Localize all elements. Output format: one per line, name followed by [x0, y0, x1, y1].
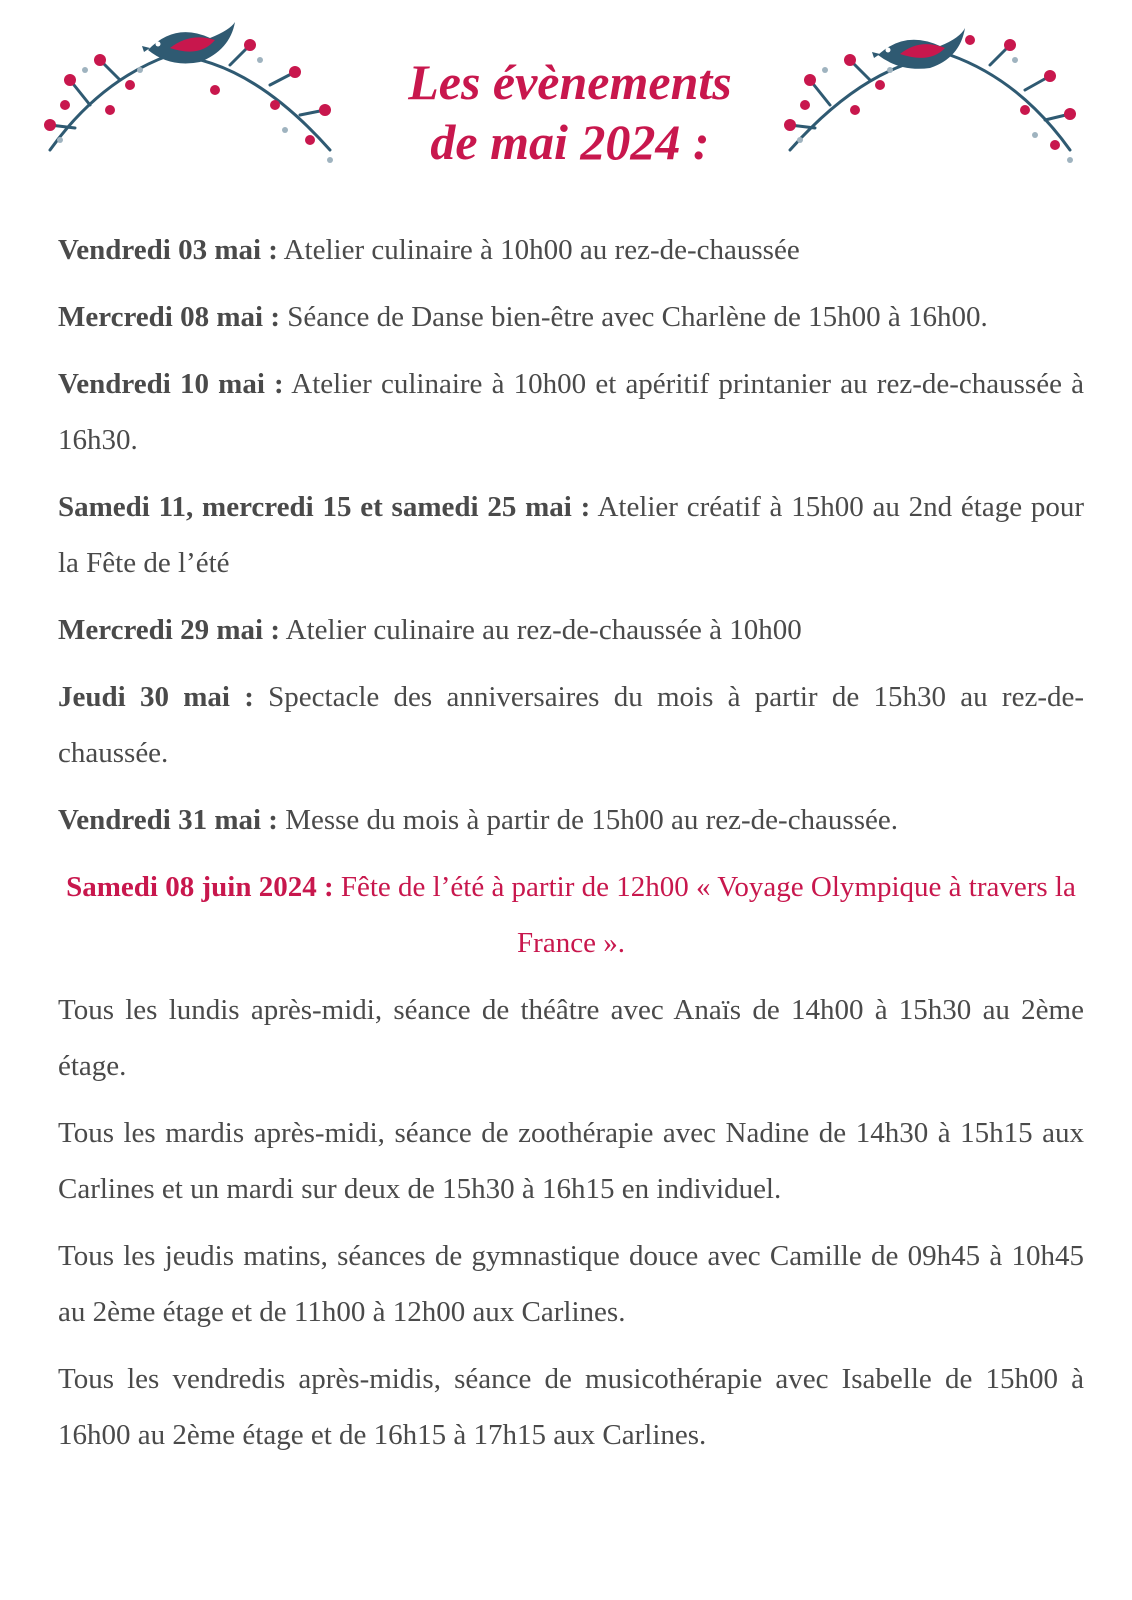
event-item [58, 289, 1084, 345]
event-text: Atelier culinaire à 10h00 au rez-de-chaussée [283, 234, 800, 266]
event-item [58, 602, 1084, 658]
page-title-line-1: Les évènements [408, 54, 732, 110]
event-text: Atelier créatif à 15h00 au 2nd étage pour la Fête de l’été [58, 491, 1084, 579]
event-text: Spectacle des anniversaires du mois à partir de 15h30 au rez-de-chaussée. [58, 681, 1085, 769]
event-item [58, 479, 1084, 591]
event-date: Vendredi 31 mai : [58, 804, 278, 836]
header [0, 0, 1132, 190]
highlight-event [58, 859, 1084, 971]
event-text: Atelier culinaire à 10h00 et apéritif printanier au rez-de-chaussée à 16h30. [58, 368, 1084, 456]
weekly-item: Tous les lundis après-midi, séance de théâtre avec Anaïs de 14h00 à 15h30 au 2ème étage. [58, 994, 1084, 1082]
weekly-item: Tous les jeudis matins, séances de gymnastique douce avec Camille de 09h45 à 10h45 au 2ème étage et de 11h00 à 12h00 aux Carlines. [58, 1240, 1084, 1328]
event-date: Samedi 11, mercredi 15 et samedi 25 mai : [58, 491, 591, 523]
event-item [58, 222, 1084, 278]
folk-bird-branch-icon [770, 10, 1090, 175]
page-title-line-2: de mai 2024 : [430, 114, 710, 170]
event-text: Atelier culinaire au rez-de-chaussée à 10h00 [285, 614, 802, 646]
event-date: Vendredi 03 mai : [58, 234, 278, 266]
event-date: Mercredi 29 mai : [58, 614, 280, 646]
page-title [360, 52, 780, 172]
events-content [58, 222, 1084, 1474]
highlight-text: Fête de l’été à partir de 12h00 « Voyage Olympique à travers la France ». [340, 871, 1076, 959]
event-text: Messe du mois à partir de 15h00 au rez-de-chaussée. [285, 804, 898, 836]
event-item [58, 792, 1084, 848]
highlight-date: Samedi 08 juin 2024 : [66, 871, 334, 903]
event-date: Vendredi 10 mai : [58, 368, 284, 400]
event-item [58, 356, 1084, 468]
weekly-item: Tous les vendredis après-midis, séance de musicothérapie avec Isabelle de 15h00 à 16h00 au 2ème étage et de 16h15 à 17h15 aux Carlines. [58, 1363, 1084, 1451]
weekly-item: Tous les mardis après-midi, séance de zoothérapie avec Nadine de 14h30 à 15h15 aux Carlines et un mardi sur deux de 15h30 à 16h15 en individuel. [58, 1117, 1084, 1205]
event-date: Jeudi 30 mai : [58, 681, 254, 713]
event-date: Mercredi 08 mai : [58, 301, 280, 333]
folk-bird-branch-icon [30, 10, 350, 175]
event-text: Séance de Danse bien-être avec Charlène de 15h00 à 16h00. [287, 301, 988, 333]
event-item [58, 669, 1084, 781]
